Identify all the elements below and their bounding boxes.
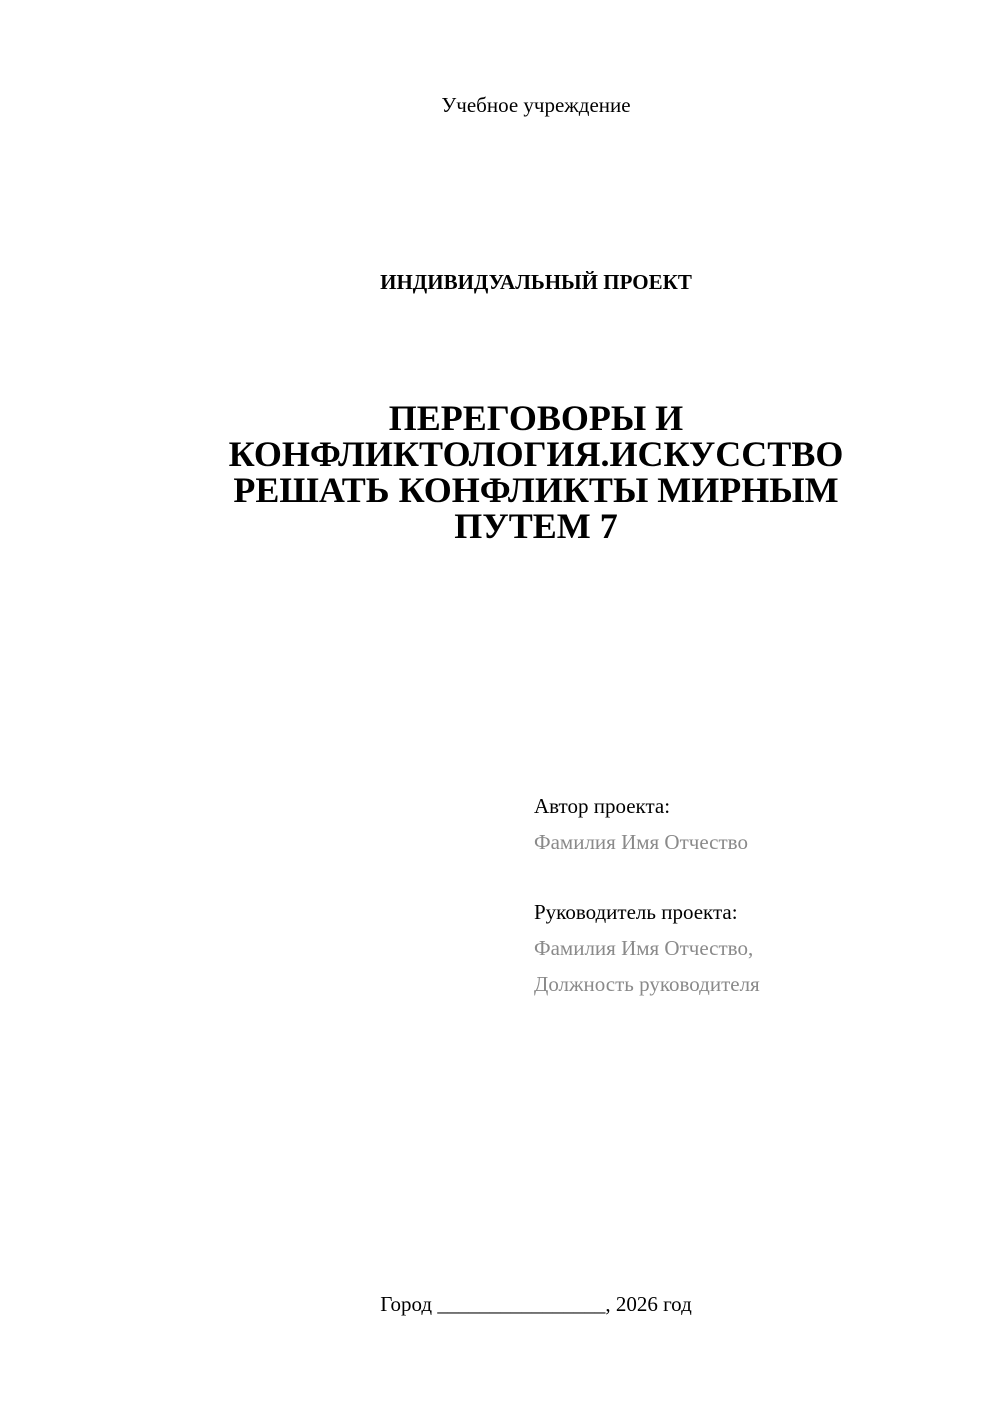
document-type: ИНДИВИДУАЛЬНЫЙ ПРОЕКТ: [380, 270, 692, 294]
credits-block: [534, 788, 974, 1002]
supervisor-position: Должность руководителя: [534, 972, 760, 996]
institution-name: Учебное учреждение: [441, 93, 631, 117]
title-line: ПУТЕМ 7: [454, 506, 618, 546]
project-title: [150, 400, 922, 544]
title-line: РЕШАТЬ КОНФЛИКТЫ МИРНЫМ: [233, 470, 839, 510]
title-line: КОНФЛИКТОЛОГИЯ.ИСКУССТВО: [228, 434, 844, 474]
title-line: ПЕРЕГОВОРЫ И: [388, 398, 684, 438]
city-year-line: Город ________________, 2026 год: [380, 1292, 692, 1316]
supervisor-label: Руководитель проекта:: [534, 900, 738, 924]
author-label: Автор проекта:: [534, 794, 671, 818]
supervisor-name: Фамилия Имя Отчество,: [534, 936, 754, 960]
credits-spacer: [534, 860, 974, 894]
author-name: Фамилия Имя Отчество: [534, 830, 748, 854]
